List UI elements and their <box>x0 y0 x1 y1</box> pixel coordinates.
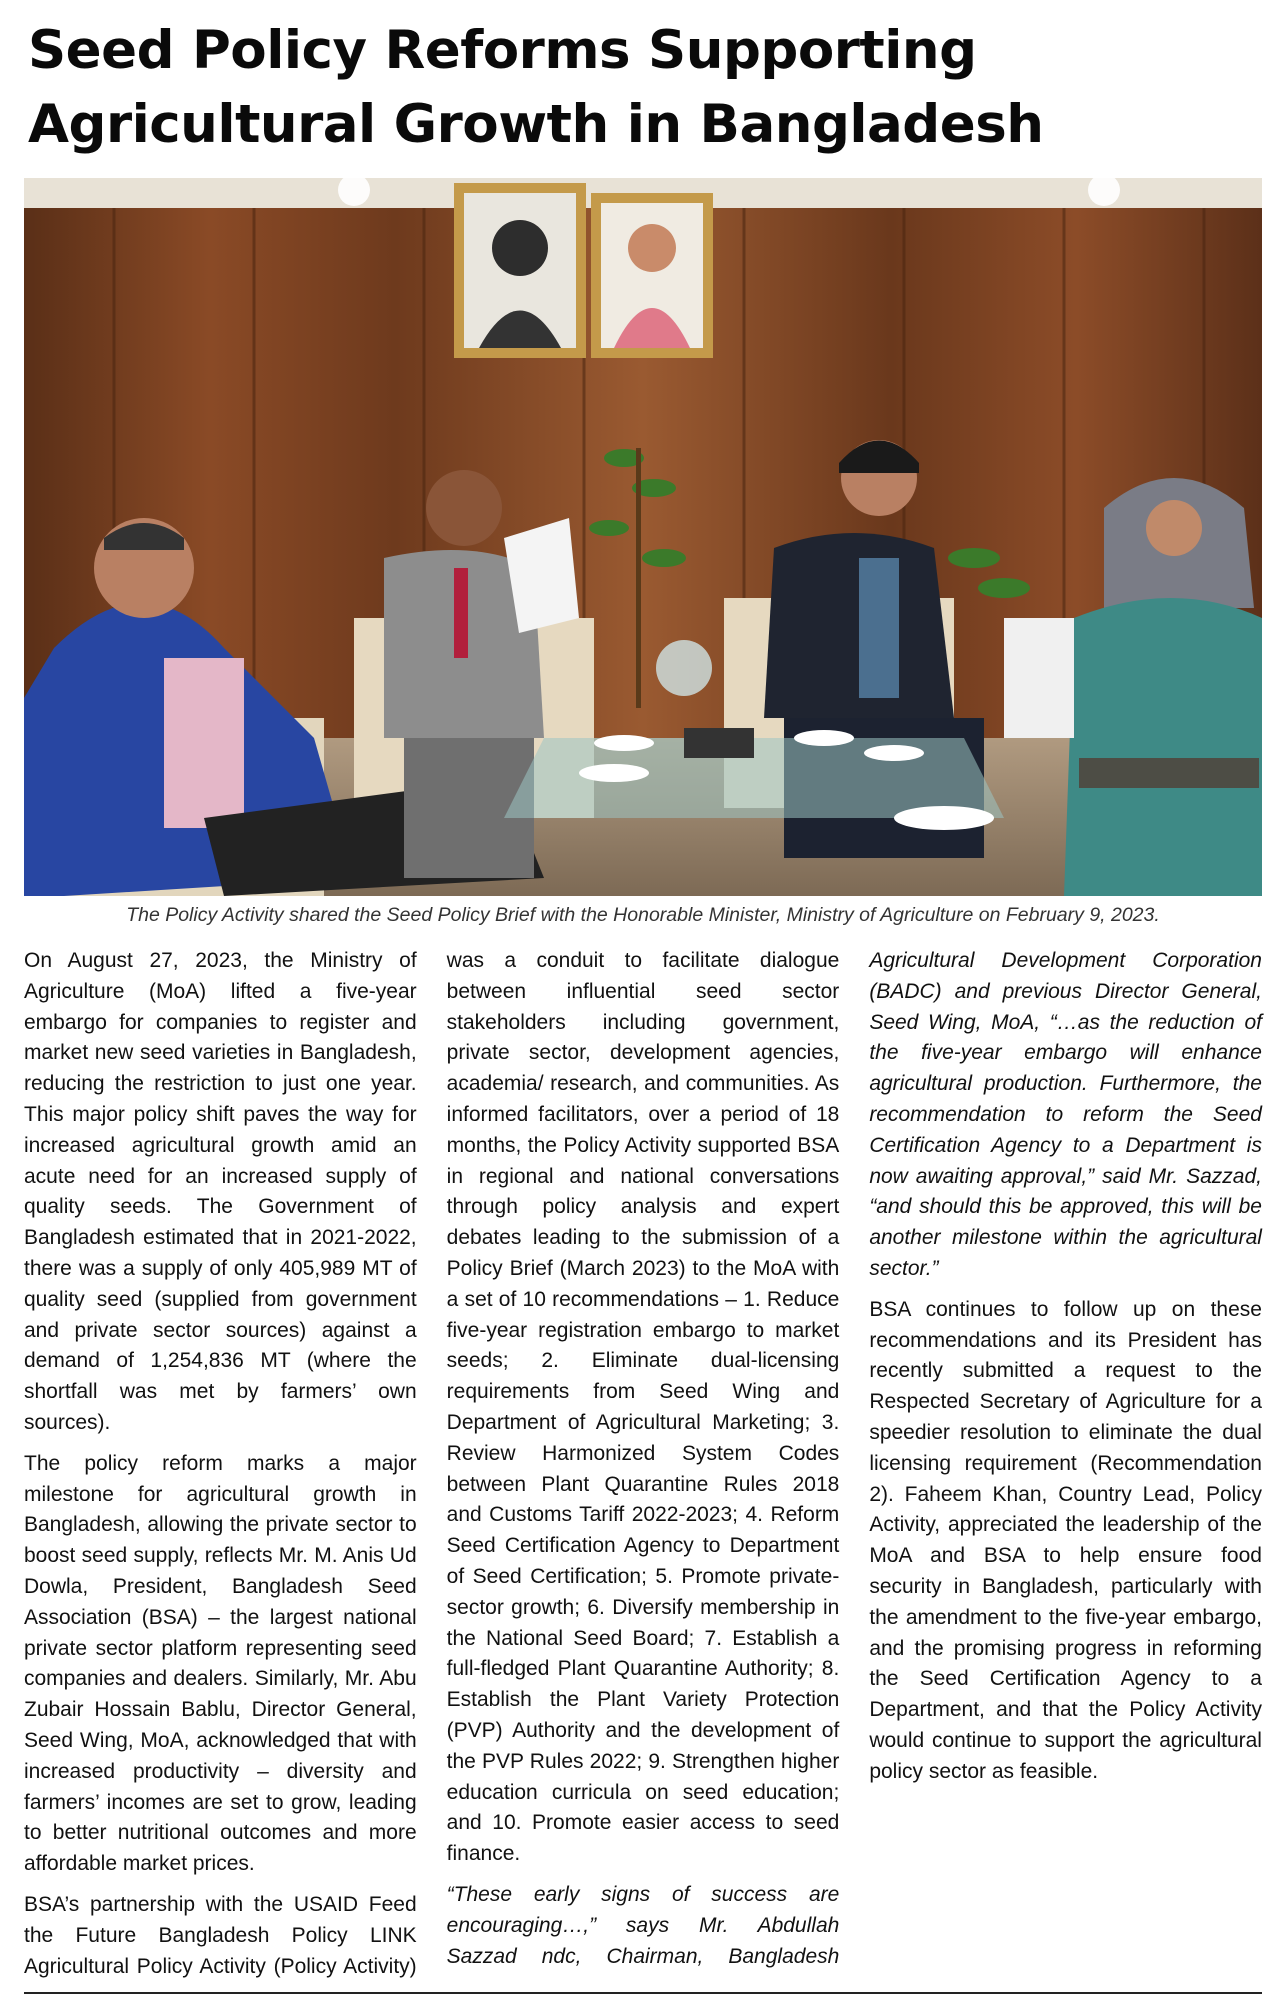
paragraph-embargo: On August 27, 2023, the Ministry of Agriculture (MoA) lifted a five-year embargo for companies to register and market new seed varieties in Bangladesh, reducing the restriction to just one year. This major policy shift paves the way for increased agricultural growth amid an acute need for an increased supply of quality seeds. The Government of Bangladesh estimated that in 2021-2022, there was a supply of only 405,989 MT of quality seed (supplied from government and private sector sources) against a demand of 1,254,836 MT (where the shortfall was met by farmers’ own sources). <box>24 949 417 1434</box>
article-body <box>24 946 1262 1986</box>
article-title: Seed Policy Reforms Supporting Agricultural Growth in Bangladesh <box>28 20 1044 155</box>
bottom-rule <box>24 1992 1262 1994</box>
meeting-photo-illustration <box>24 178 1262 896</box>
paragraph-milestone: The policy reform marks a major milestone for agricultural growth in Bangladesh, allowing the private sector to boost seed supply, reflects Mr. M. Anis Ud Dowla, President, Bangladesh Seed Association (BSA) – the largest national private sector platform representing seed companies and dealers. Similarly, Mr. Abu Zubair Hossain Bablu, Director General, Seed Wing, MoA, acknowledged that with increased productivity – diversity and farmers’ incomes are set to grow, leading to better nutritional outcomes and more affordable market prices. <box>24 1451 417 1876</box>
paragraph-partnership: BSA’s partnership with the USAID Feed the Future Bangladesh Policy LINK Agricultural Policy Activity (Policy Activity) was a conduit to facilitate dialogue between influential seed sector stakeholders including government, private sector, development agencies, academia/ research, and communities. As informed facilitators, over a period of 18 months, the Policy Activity supported BSA in regional and national conversations through policy analysis and expert debates leading to the submission of a Policy Brief (March 2023) to the MoA with a set of 10 recommendations – 1. Reduce five-year registration embargo to market seeds; 2. Eliminate dual-licensing requirements from Seed Wing and Department of Agricultural Marketing; 3. Review Harmonized System Codes between Plant Quarantine Rules 2018 and Customs Tariff 2022-2023; 4. Reform Seed Certification Agency to Department of Seed Certification; 5. Promote private-sector growth; 6. Diversify membership in the National Seed Board; 7. Establish a full-fledged Plant Quarantine Authority; 8. Establish the Plant Variety Protection (PVP) Authority and the development of the PVP Rules 2022; 9. Strengthen higher education curricula on seed education; and 10. Promote easier access to seed finance. <box>24 949 840 1978</box>
photo-caption: The Policy Activity shared the Seed Policy Brief with the Honorable Minister, Ministry of Agriculture on February 9, 2023. <box>126 904 1160 926</box>
paragraph-follow-up: BSA continues to follow up on these recommendations and its President has recently submitted a request to the Respected Secretary of Agriculture for a speedier resolution to eliminate the dual licensing requirement (Recommendation 2). Faheem Khan, Country Lead, Policy Activity, appreciated the leadership of the MoA and BSA to help ensure food security in Bangladesh, particularly with the amendment to the five-year embargo, and the promising progress in reforming the Seed Certification Agency to a Department, and that the Policy Activity would continue to support the agricultural policy sector as feasible. <box>869 1297 1262 1783</box>
article-photo <box>24 178 1262 896</box>
paragraph-quote: “These early signs of success are encouraging…,” says Mr. Abdullah Sazzad ndc, Chairman, Bangladesh Agricultural Development Corporation (BADC) and previous Director General, Seed Wing, MoA, “…as the reduction of the five-year embargo will enhance agricultural production. Furthermore, the recommendation to reform the Seed Certification Agency to a Department is now awaiting approval,” said Mr. Sazzad, “and should this be approved, this will be another milestone within the agricultural sector.” <box>446 949 1262 1968</box>
